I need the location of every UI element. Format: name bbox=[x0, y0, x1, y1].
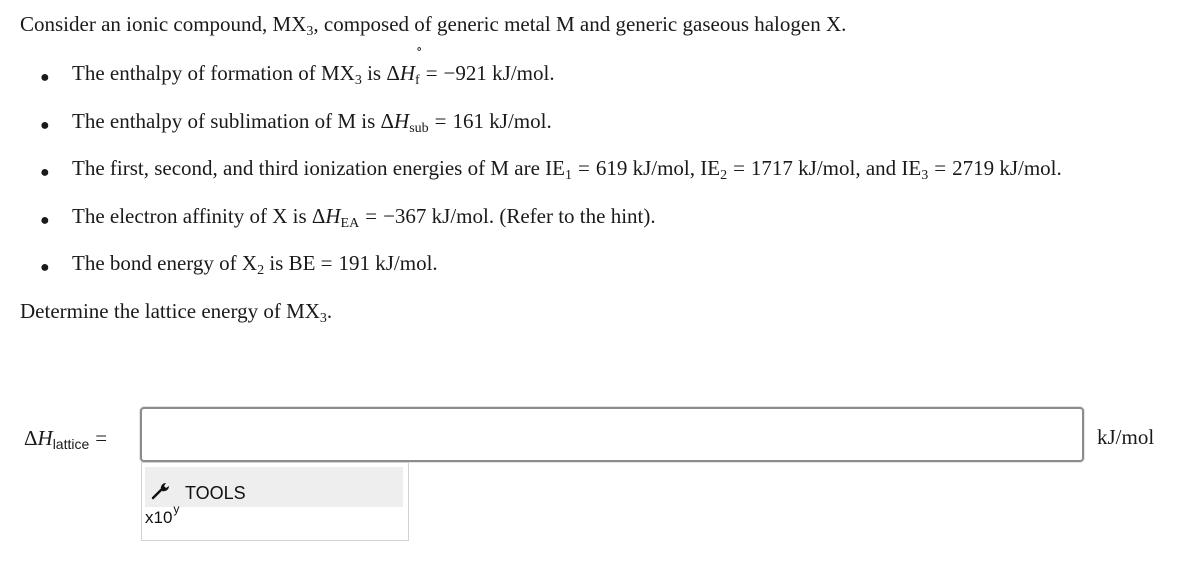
tools-label: TOOLS bbox=[185, 483, 246, 503]
formation-enthalpy-item: The enthalpy of formation of $MX_3$ is ΔH ∘ $_f$ = −921 kJ/mol. bbox=[72, 41, 555, 88]
bullet-icon: ● bbox=[40, 117, 50, 134]
bullet-icon: ● bbox=[40, 259, 50, 276]
bullet-icon: ● bbox=[40, 164, 50, 181]
bond-energy-item: The bond energy of $X_2$ is BE = 191 kJ/mol. bbox=[72, 251, 438, 278]
unit-label: kJ/mol bbox=[1097, 425, 1155, 449]
tools-button[interactable] bbox=[145, 467, 403, 507]
question-text: Determine the lattice energy of $MX_3$. bbox=[20, 299, 333, 326]
sublimation-enthalpy-item: The enthalpy of sublimation of M is $\Delta H_{sub} = 161$ kJ/mol. bbox=[72, 109, 552, 136]
electron-affinity-item: The electron affinity of X is $\Delta H_{EA} = -367$ kJ/mol. (Refer to the hint). bbox=[72, 204, 656, 231]
tools-panel bbox=[141, 462, 409, 541]
intro-text: Consider an ionic compound, $MX_3$, composed of generic metal M and generic gaseous halogen X. bbox=[20, 12, 847, 39]
scientific-notation-button[interactable]: x10$^y$ bbox=[145, 502, 180, 527]
bullet-icon: ● bbox=[40, 69, 50, 86]
ionization-energies-item: The first, second, and third ionization energies of M are $IE_1 = 619$ kJ/mol, $IE_2 = 1717$ kJ/mol, and $IE_3 = 2719$ kJ/mol. bbox=[72, 156, 1062, 183]
wrench-icon bbox=[150, 479, 172, 506]
answer-label: $\Delta H_{lattice}$ = bbox=[24, 426, 108, 452]
bullet-icon: ● bbox=[40, 212, 50, 229]
lattice-energy-input[interactable] bbox=[140, 407, 1084, 462]
